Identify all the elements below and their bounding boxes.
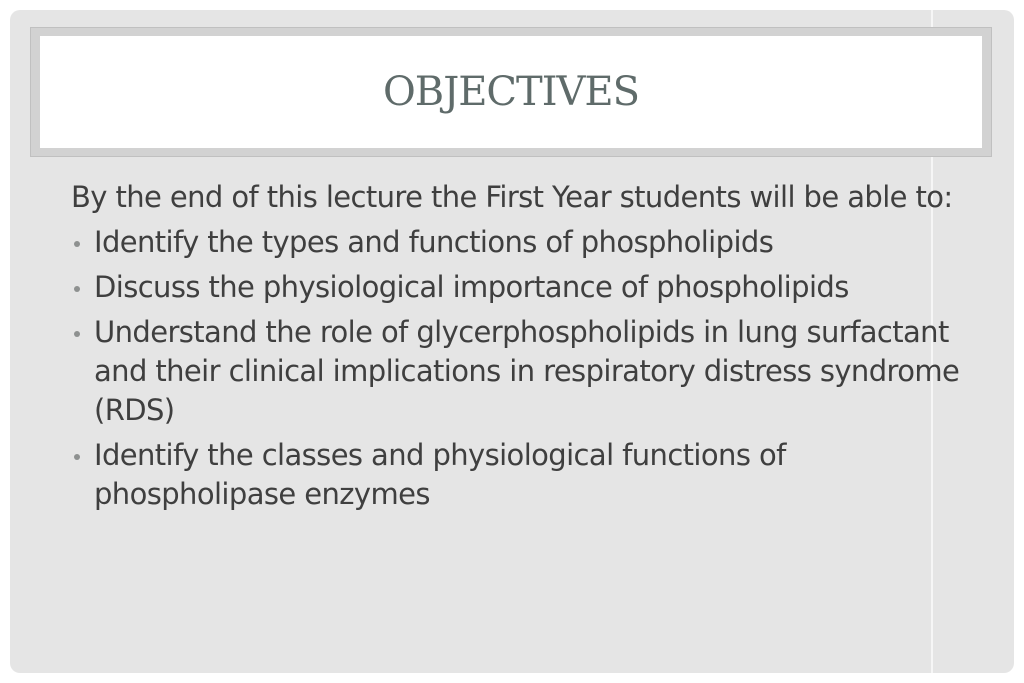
- slide: [10, 10, 1014, 673]
- slide-title: OBJECTIVES: [383, 69, 639, 115]
- list-item: [71, 436, 971, 514]
- title-frame: [30, 27, 992, 157]
- list-item: [71, 313, 971, 430]
- bullet-icon: [74, 454, 80, 460]
- objectives-list: [71, 223, 971, 514]
- bullet-icon: [74, 286, 80, 292]
- list-item-text: Discuss the physiological importance of phospholipids: [94, 270, 849, 304]
- bullet-icon: [74, 331, 80, 337]
- list-item-text: Identify the classes and physiological functions of phospholipase enzymes: [94, 438, 786, 511]
- list-item: [71, 268, 971, 307]
- intro-text: By the end of this lecture the First Year students will be able to:: [71, 180, 953, 214]
- list-item-text: Understand the role of glycerphospholipids in lung surfactant and their clinical implications in respiratory distress syndrome (RDS): [94, 315, 960, 427]
- list-item: [71, 223, 971, 262]
- title-box: [40, 36, 982, 148]
- bullet-icon: [74, 241, 80, 247]
- list-item-text: Identify the types and functions of phospholipids: [94, 225, 774, 259]
- slide-content: [71, 178, 971, 520]
